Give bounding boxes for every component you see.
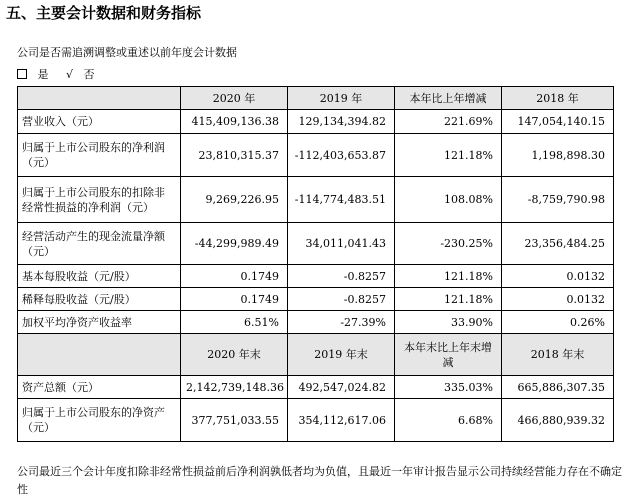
cell-value: 6.68%: [395, 399, 502, 442]
cell-value: 121.18%: [395, 265, 502, 288]
header-cell: 2020 年末: [181, 334, 288, 376]
table1-header-row: [18, 87, 614, 110]
cell-value: 0.1749: [181, 265, 288, 288]
cell-value: 335.03%: [395, 376, 502, 399]
cell-value: 129,134,394.82: [288, 110, 395, 134]
cell-value: 354,112,617.06: [288, 399, 395, 442]
cell-value: 34,011,041.43: [288, 223, 395, 265]
unchecked-box-icon: [17, 69, 27, 79]
table-row: [18, 134, 614, 177]
cell-value: 0.1749: [181, 288, 288, 311]
table-row: [18, 177, 614, 223]
option-no-label: 否: [83, 68, 95, 81]
header-cell: 2018 年末: [502, 334, 614, 376]
row-label: 归属于上市公司股东的扣除非经常性损益的净利润（元）: [18, 177, 181, 223]
cell-value: 492,547,024.82: [288, 376, 395, 399]
row-label: 稀释每股收益（元/股）: [18, 288, 181, 311]
cell-value: 23,356,484.25: [502, 223, 614, 265]
cell-value: 23,810,315.37: [181, 134, 288, 177]
row-label: 归属于上市公司股东的净利润（元）: [18, 134, 181, 177]
cell-value: -114,774,483.51: [288, 177, 395, 223]
table-row: [18, 288, 614, 311]
cell-value: 121.18%: [395, 134, 502, 177]
cell-value: -0.8257: [288, 265, 395, 288]
header-cell: 本年末比上年末增减: [395, 334, 502, 376]
table-row: [18, 399, 614, 442]
table-row: [18, 223, 614, 265]
table2-header-row: [18, 334, 614, 376]
financial-data-table: [17, 86, 614, 442]
option-no: [66, 66, 102, 82]
header-cell: [18, 334, 181, 376]
cell-value: 6.51%: [181, 311, 288, 334]
header-cell: 2019 年末: [288, 334, 395, 376]
cell-value: 121.18%: [395, 288, 502, 311]
header-cell: [18, 87, 181, 110]
section-heading: 五、主要会计数据和财务指标: [6, 4, 202, 22]
cell-value: 108.08%: [395, 177, 502, 223]
cell-value: 2,142,739,148.36: [181, 376, 288, 399]
header-cell: 2018 年: [502, 87, 614, 110]
restatement-options: [17, 66, 109, 82]
cell-value: 221.69%: [395, 110, 502, 134]
cell-value: 377,751,033.55: [181, 399, 288, 442]
table-row: [18, 376, 614, 399]
cell-value: 0.26%: [502, 311, 614, 334]
header-cell: 2020 年: [181, 87, 288, 110]
cell-value: -44,299,989.49: [181, 223, 288, 265]
row-label: 归属于上市公司股东的净资产（元）: [18, 399, 181, 442]
cell-value: -0.8257: [288, 288, 395, 311]
cell-value: -27.39%: [288, 311, 395, 334]
cell-value: 147,054,140.15: [502, 110, 614, 134]
cell-value: -8,759,790.98: [502, 177, 614, 223]
cell-value: 0.0132: [502, 265, 614, 288]
row-label: 经营活动产生的现金流量净额（元）: [18, 223, 181, 265]
cell-value: 665,886,307.35: [502, 376, 614, 399]
option-yes: [17, 66, 56, 82]
row-label: 资产总额（元）: [18, 376, 181, 399]
cell-value: -230.25%: [395, 223, 502, 265]
table-row: [18, 311, 614, 334]
cell-value: 9,269,226.95: [181, 177, 288, 223]
restatement-question: 公司是否需追溯调整或重述以前年度会计数据: [17, 46, 237, 59]
going-concern-note: 公司最近三个会计年度扣除非经常性损益前后净利润孰低者均为负值，且最近一年审计报告显示公司持续经营能力存在不确定性: [17, 465, 622, 496]
table-row: [18, 265, 614, 288]
cell-value: 33.90%: [395, 311, 502, 334]
row-label: 营业收入（元）: [18, 110, 181, 134]
cell-value: -112,403,653.87: [288, 134, 395, 177]
cell-value: 466,880,939.32: [502, 399, 614, 442]
check-mark-icon: √: [66, 68, 74, 81]
header-cell: 2019 年: [288, 87, 395, 110]
row-label: 基本每股收益（元/股）: [18, 265, 181, 288]
cell-value: 0.0132: [502, 288, 614, 311]
option-yes-label: 是: [37, 68, 49, 81]
cell-value: 415,409,136.38: [181, 110, 288, 134]
row-label: 加权平均净资产收益率: [18, 311, 181, 334]
cell-value: 1,198,898.30: [502, 134, 614, 177]
table-row: [18, 110, 614, 134]
header-cell: 本年比上年增减: [395, 87, 502, 110]
